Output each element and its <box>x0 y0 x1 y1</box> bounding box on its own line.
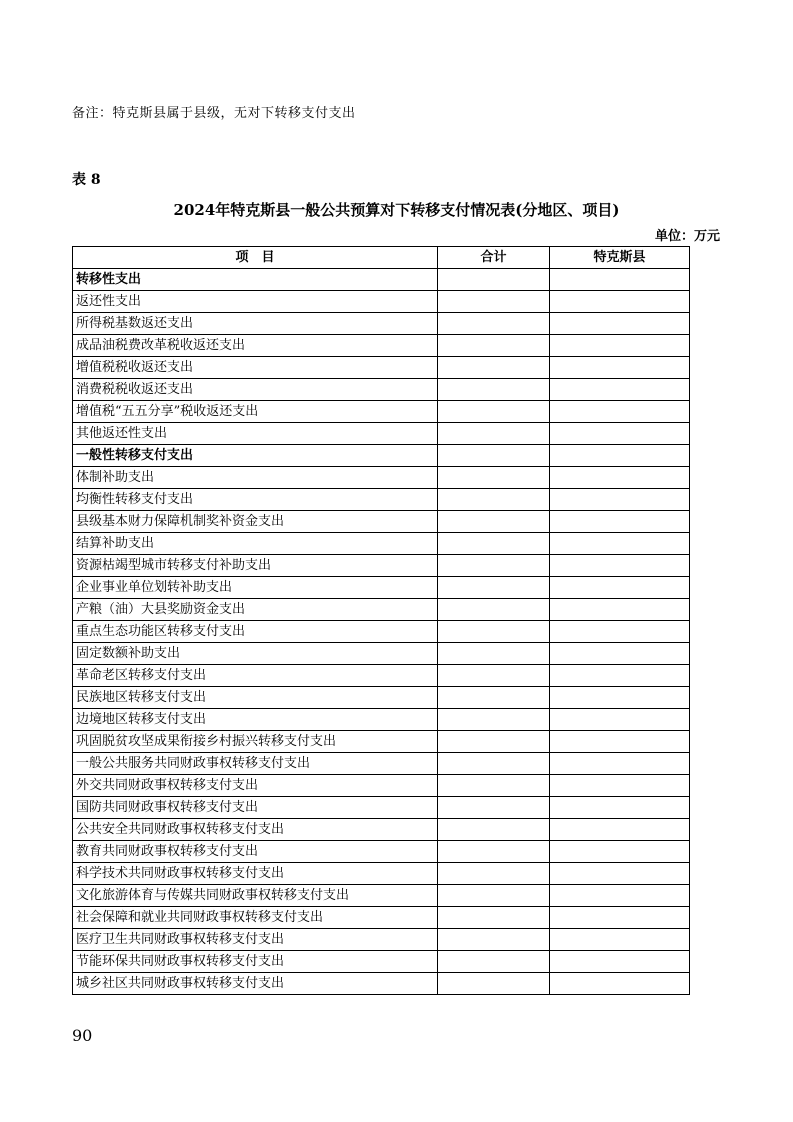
item-label-cell: 其他返还性支出 <box>73 423 438 445</box>
table-row <box>73 445 690 467</box>
page-title: 2024年特克斯县一般公共预算对下转移支付情况表(分地区、项目) <box>173 201 620 219</box>
total-value-cell <box>438 621 550 643</box>
table-row <box>73 555 690 577</box>
item-label-cell: 教育共同财政事权转移支付支出 <box>73 841 438 863</box>
total-value-cell <box>438 445 550 467</box>
tekes-value-cell <box>550 467 690 489</box>
tekes-value-cell <box>550 269 690 291</box>
table-row <box>73 489 690 511</box>
table-row <box>73 841 690 863</box>
table-row <box>73 599 690 621</box>
item-label-cell: 体制补助支出 <box>73 467 438 489</box>
tekes-value-cell <box>550 973 690 995</box>
total-value-cell <box>438 291 550 313</box>
total-value-cell <box>438 863 550 885</box>
table-row <box>73 643 690 665</box>
total-value-cell <box>438 577 550 599</box>
item-label-cell: 转移性支出 <box>73 269 438 291</box>
total-value-cell <box>438 709 550 731</box>
total-value-cell <box>438 357 550 379</box>
tekes-value-cell <box>550 357 690 379</box>
item-label-cell: 社会保障和就业共同财政事权转移支付支出 <box>73 907 438 929</box>
tekes-value-cell <box>550 379 690 401</box>
tekes-value-cell <box>550 577 690 599</box>
tekes-value-cell <box>550 687 690 709</box>
tekes-value-cell <box>550 665 690 687</box>
unit-label: 单位：万元 <box>654 229 720 244</box>
total-value-cell <box>438 555 550 577</box>
table-row <box>73 775 690 797</box>
total-value-cell <box>438 489 550 511</box>
column-header-tekes: 特克斯县 <box>550 247 690 269</box>
total-value-cell <box>438 973 550 995</box>
item-label-cell: 外交共同财政事权转移支付支出 <box>73 775 438 797</box>
total-value-cell <box>438 335 550 357</box>
table-row <box>73 357 690 379</box>
tekes-value-cell <box>550 555 690 577</box>
item-label-cell: 文化旅游体育与传媒共同财政事权转移支付支出 <box>73 885 438 907</box>
tekes-value-cell <box>550 797 690 819</box>
total-value-cell <box>438 423 550 445</box>
total-value-cell <box>438 907 550 929</box>
item-label-cell: 边境地区转移支付支出 <box>73 709 438 731</box>
total-value-cell <box>438 951 550 973</box>
tekes-value-cell <box>550 533 690 555</box>
item-label-cell: 企业事业单位划转补助支出 <box>73 577 438 599</box>
table-row <box>73 907 690 929</box>
column-header-item: 项 目 <box>73 247 438 269</box>
total-value-cell <box>438 819 550 841</box>
header-row <box>73 247 690 269</box>
table-row <box>73 709 690 731</box>
item-label-cell: 巩固脱贫攻坚成果衔接乡村振兴转移支付支出 <box>73 731 438 753</box>
total-value-cell <box>438 511 550 533</box>
tekes-value-cell <box>550 489 690 511</box>
total-value-cell <box>438 775 550 797</box>
table-row <box>73 797 690 819</box>
table-row <box>73 291 690 313</box>
tekes-value-cell <box>550 709 690 731</box>
total-value-cell <box>438 687 550 709</box>
table-row <box>73 731 690 753</box>
total-value-cell <box>438 731 550 753</box>
tekes-value-cell <box>550 621 690 643</box>
tekes-value-cell <box>550 423 690 445</box>
page-number: 90 <box>72 1026 93 1045</box>
total-value-cell <box>438 665 550 687</box>
item-label-cell: 资源枯竭型城市转移支付补助支出 <box>73 555 438 577</box>
total-value-cell <box>438 841 550 863</box>
table-row <box>73 379 690 401</box>
tekes-value-cell <box>550 643 690 665</box>
item-label-cell: 均衡性转移支付支出 <box>73 489 438 511</box>
total-value-cell <box>438 269 550 291</box>
tekes-value-cell <box>550 445 690 467</box>
item-label-cell: 县级基本财力保障机制奖补资金支出 <box>73 511 438 533</box>
table-row <box>73 401 690 423</box>
table-header <box>73 247 690 269</box>
tekes-value-cell <box>550 819 690 841</box>
total-value-cell <box>438 797 550 819</box>
tekes-value-cell <box>550 907 690 929</box>
tekes-value-cell <box>550 313 690 335</box>
tekes-value-cell <box>550 753 690 775</box>
table-row <box>73 467 690 489</box>
table-row <box>73 313 690 335</box>
item-label-cell: 返还性支出 <box>73 291 438 313</box>
table-row <box>73 885 690 907</box>
table-row <box>73 423 690 445</box>
item-label-cell: 一般性转移支付支出 <box>73 445 438 467</box>
item-label-cell: 所得税基数返还支出 <box>73 313 438 335</box>
item-label-cell: 重点生态功能区转移支付支出 <box>73 621 438 643</box>
table-row <box>73 621 690 643</box>
tekes-value-cell <box>550 511 690 533</box>
table-body <box>73 269 690 995</box>
item-label-cell: 固定数额补助支出 <box>73 643 438 665</box>
item-label-cell: 消费税税收返还支出 <box>73 379 438 401</box>
tekes-value-cell <box>550 599 690 621</box>
total-value-cell <box>438 401 550 423</box>
total-value-cell <box>438 643 550 665</box>
tekes-value-cell <box>550 885 690 907</box>
item-label-cell: 一般公共服务共同财政事权转移支付支出 <box>73 753 438 775</box>
table-row <box>73 665 690 687</box>
item-label-cell: 增值税税收返还支出 <box>73 357 438 379</box>
tekes-value-cell <box>550 775 690 797</box>
item-label-cell: 公共安全共同财政事权转移支付支出 <box>73 819 438 841</box>
table-number-label: 表 8 <box>72 172 101 188</box>
table-row <box>73 753 690 775</box>
table-row <box>73 973 690 995</box>
total-value-cell <box>438 467 550 489</box>
table-row <box>73 687 690 709</box>
tekes-value-cell <box>550 951 690 973</box>
table-row <box>73 863 690 885</box>
table-row <box>73 577 690 599</box>
table-row <box>73 269 690 291</box>
total-value-cell <box>438 379 550 401</box>
table-row <box>73 951 690 973</box>
tekes-value-cell <box>550 401 690 423</box>
item-label-cell: 民族地区转移支付支出 <box>73 687 438 709</box>
item-label-cell: 增值税“五五分享”税收返还支出 <box>73 401 438 423</box>
tekes-value-cell <box>550 731 690 753</box>
total-value-cell <box>438 599 550 621</box>
tekes-value-cell <box>550 291 690 313</box>
table-row <box>73 511 690 533</box>
item-label-cell: 国防共同财政事权转移支付支出 <box>73 797 438 819</box>
table-row <box>73 533 690 555</box>
total-value-cell <box>438 885 550 907</box>
table-row <box>73 819 690 841</box>
item-label-cell: 节能环保共同财政事权转移支付支出 <box>73 951 438 973</box>
item-label-cell: 医疗卫生共同财政事权转移支付支出 <box>73 929 438 951</box>
budget-table <box>72 246 690 995</box>
item-label-cell: 产粮（油）大县奖励资金支出 <box>73 599 438 621</box>
tekes-value-cell <box>550 841 690 863</box>
table-row <box>73 335 690 357</box>
item-label-cell: 城乡社区共同财政事权转移支付支出 <box>73 973 438 995</box>
table-row <box>73 929 690 951</box>
total-value-cell <box>438 533 550 555</box>
item-label-cell: 革命老区转移支付支出 <box>73 665 438 687</box>
column-header-total: 合计 <box>438 247 550 269</box>
total-value-cell <box>438 313 550 335</box>
tekes-value-cell <box>550 863 690 885</box>
remark-note: 备注：特克斯县属于县级，无对下转移支付支出 <box>72 106 356 121</box>
total-value-cell <box>438 929 550 951</box>
item-label-cell: 成品油税费改革税收返还支出 <box>73 335 438 357</box>
item-label-cell: 结算补助支出 <box>73 533 438 555</box>
tekes-value-cell <box>550 929 690 951</box>
total-value-cell <box>438 753 550 775</box>
tekes-value-cell <box>550 335 690 357</box>
item-label-cell: 科学技术共同财政事权转移支付支出 <box>73 863 438 885</box>
